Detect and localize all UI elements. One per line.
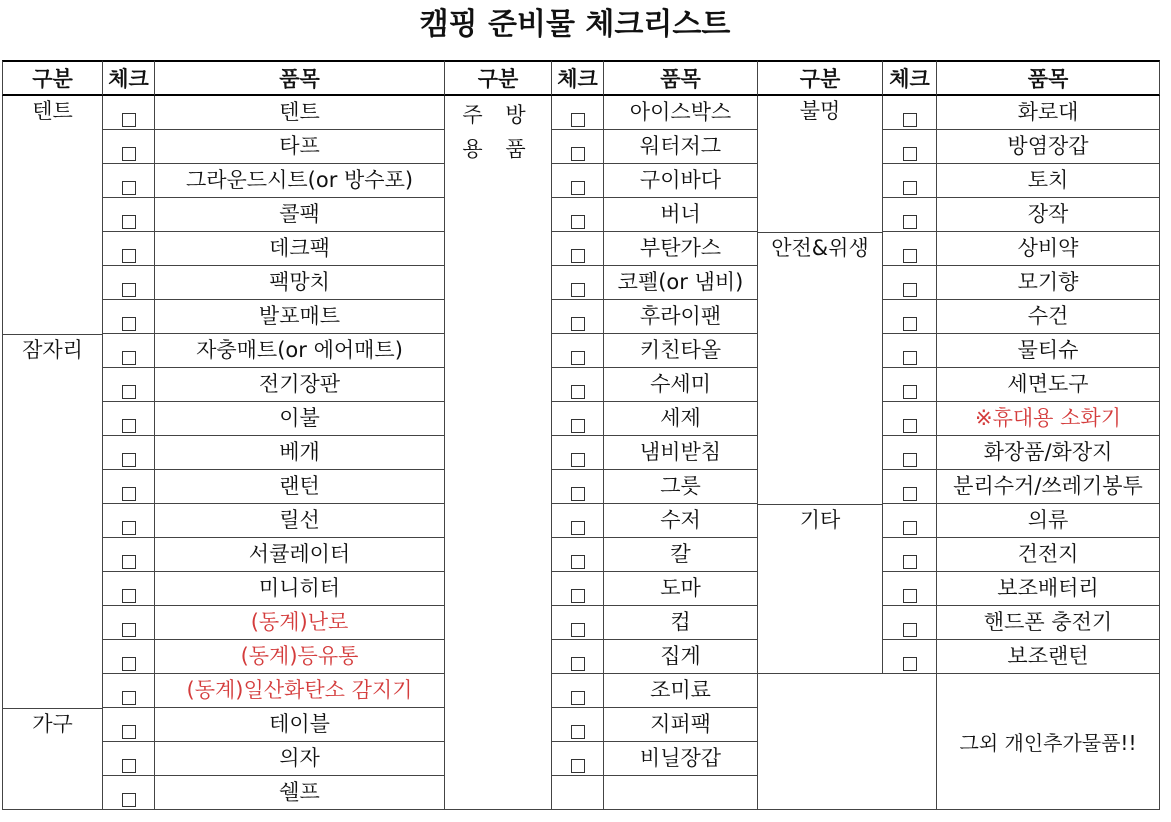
checkbox-cell[interactable] <box>883 402 937 436</box>
item-label: 수저 <box>604 504 758 538</box>
item-label: 조미료 <box>604 674 758 708</box>
checkbox-cell[interactable] <box>552 504 604 538</box>
checkbox[interactable] <box>122 317 136 331</box>
item-label: 보조배터리 <box>937 572 1160 606</box>
checkbox[interactable] <box>122 113 136 127</box>
checkbox[interactable] <box>903 657 917 671</box>
checkbox[interactable] <box>903 351 917 365</box>
header-check: 체크 <box>103 60 155 96</box>
checkbox[interactable] <box>122 351 136 365</box>
checkbox-cell[interactable] <box>883 130 937 164</box>
checkbox-cell[interactable] <box>103 470 155 504</box>
checkbox-cell[interactable] <box>103 232 155 266</box>
checkbox[interactable] <box>571 317 585 331</box>
header-category: 구분 <box>445 60 552 96</box>
checkbox-cell[interactable] <box>103 96 155 130</box>
checkbox[interactable] <box>122 589 136 603</box>
category-label: 기타 <box>758 504 883 674</box>
extra-note: 그외 개인추가물품!! <box>937 674 1160 810</box>
item-label: 타프 <box>155 130 445 164</box>
checkbox[interactable] <box>571 521 585 535</box>
header-category: 구분 <box>758 60 883 96</box>
checkbox-cell[interactable] <box>103 436 155 470</box>
empty-cell <box>552 776 604 810</box>
item-label: 화장품/화장지 <box>937 436 1160 470</box>
item-label: 아이스박스 <box>604 96 758 130</box>
checkbox[interactable] <box>571 623 585 637</box>
item-label: 컵 <box>604 606 758 640</box>
checkbox[interactable] <box>122 521 136 535</box>
checkbox-cell[interactable] <box>103 266 155 300</box>
empty-cell <box>758 674 937 810</box>
header-item: 품목 <box>604 60 758 96</box>
item-label: 화로대 <box>937 96 1160 130</box>
checkbox-cell[interactable] <box>103 334 155 368</box>
item-label: 방염장갑 <box>937 130 1160 164</box>
checkbox[interactable] <box>571 249 585 263</box>
item-label: 텐트 <box>155 96 445 130</box>
checkbox-cell[interactable] <box>552 198 604 232</box>
item-label: 냄비받침 <box>604 436 758 470</box>
item-label: 보조랜턴 <box>937 640 1160 674</box>
checkbox-cell[interactable] <box>103 708 155 742</box>
checkbox[interactable] <box>571 589 585 603</box>
checkbox-cell[interactable] <box>883 300 937 334</box>
item-label: 의자 <box>155 742 445 776</box>
checkbox[interactable] <box>571 181 585 195</box>
checkbox-cell[interactable] <box>883 96 937 130</box>
category-label-line: 용 품 <box>462 137 534 161</box>
checkbox-cell[interactable] <box>552 96 604 130</box>
item-label: 칼 <box>604 538 758 572</box>
checklist-column-1 <box>2 60 445 806</box>
checklist-column-2 <box>445 60 758 806</box>
header-category: 구분 <box>2 60 103 96</box>
checkbox-cell[interactable] <box>883 606 937 640</box>
checkbox-cell[interactable] <box>103 742 155 776</box>
checkbox[interactable] <box>903 147 917 161</box>
checkbox-cell[interactable] <box>103 572 155 606</box>
checkbox[interactable] <box>122 385 136 399</box>
item-label: 이불 <box>155 402 445 436</box>
checkbox-cell[interactable] <box>552 232 604 266</box>
item-label: 데크팩 <box>155 232 445 266</box>
checkbox-cell[interactable] <box>552 742 604 776</box>
item-label: 물티슈 <box>937 334 1160 368</box>
item-label: ※휴대용 소화기 <box>937 402 1160 436</box>
checkbox[interactable] <box>571 691 585 705</box>
category-label-line: 주 방 <box>462 103 534 127</box>
checkbox-cell[interactable] <box>883 198 937 232</box>
checkbox-cell[interactable] <box>103 368 155 402</box>
checkbox[interactable] <box>903 113 917 127</box>
checkbox-cell[interactable] <box>883 266 937 300</box>
checkbox[interactable] <box>122 793 136 807</box>
checkbox[interactable] <box>122 691 136 705</box>
checkbox-cell[interactable] <box>552 368 604 402</box>
checkbox-cell[interactable] <box>552 300 604 334</box>
checkbox-cell[interactable] <box>552 130 604 164</box>
checkbox[interactable] <box>122 181 136 195</box>
checkbox[interactable] <box>903 623 917 637</box>
checkbox-cell[interactable] <box>552 674 604 708</box>
checkbox-cell[interactable] <box>103 164 155 198</box>
checkbox[interactable] <box>122 453 136 467</box>
item-label: 상비약 <box>937 232 1160 266</box>
checkbox[interactable] <box>571 419 585 433</box>
checkbox-cell[interactable] <box>883 232 937 266</box>
checkbox[interactable] <box>122 623 136 637</box>
item-label: 세면도구 <box>937 368 1160 402</box>
item-label: 그릇 <box>604 470 758 504</box>
checkbox-cell[interactable] <box>103 402 155 436</box>
checkbox[interactable] <box>122 657 136 671</box>
checkbox[interactable] <box>122 249 136 263</box>
item-label: 테이블 <box>155 708 445 742</box>
checkbox[interactable] <box>903 453 917 467</box>
item-label: 세제 <box>604 402 758 436</box>
checkbox[interactable] <box>903 215 917 229</box>
item-label: 장작 <box>937 198 1160 232</box>
checkbox-cell[interactable] <box>103 538 155 572</box>
checkbox-cell[interactable] <box>883 538 937 572</box>
checkbox-cell[interactable] <box>883 368 937 402</box>
checkbox[interactable] <box>571 147 585 161</box>
checkbox-cell[interactable] <box>552 606 604 640</box>
checkbox-cell[interactable] <box>883 640 937 674</box>
checkbox[interactable] <box>122 147 136 161</box>
item-label: 비닐장갑 <box>604 742 758 776</box>
category-label <box>445 96 552 810</box>
item-label: 릴선 <box>155 504 445 538</box>
item-label: 워터저그 <box>604 130 758 164</box>
checkbox-cell[interactable] <box>883 334 937 368</box>
checkbox[interactable] <box>903 419 917 433</box>
empty-cell <box>604 776 758 810</box>
checkbox-cell[interactable] <box>103 130 155 164</box>
item-label: 핸드폰 충전기 <box>937 606 1160 640</box>
item-label: 구이바다 <box>604 164 758 198</box>
item-label: 모기향 <box>937 266 1160 300</box>
checkbox-cell[interactable] <box>103 198 155 232</box>
checkbox-cell[interactable] <box>103 300 155 334</box>
item-label: 집게 <box>604 640 758 674</box>
checkbox-cell[interactable] <box>552 640 604 674</box>
checklist-column-3 <box>758 60 1160 806</box>
item-label: 후라이팬 <box>604 300 758 334</box>
checkbox-cell[interactable] <box>103 776 155 810</box>
item-label: 토치 <box>937 164 1160 198</box>
checkbox-cell[interactable] <box>103 674 155 708</box>
item-label: 서큘레이터 <box>155 538 445 572</box>
checkbox[interactable] <box>571 487 585 501</box>
checkbox[interactable] <box>122 419 136 433</box>
category-label: 불멍 <box>758 96 883 232</box>
item-label: 자충매트(or 에어매트) <box>155 334 445 368</box>
item-label: 수건 <box>937 300 1160 334</box>
checkbox[interactable] <box>903 283 917 297</box>
item-label: 전기장판 <box>155 368 445 402</box>
checkbox[interactable] <box>122 215 136 229</box>
checkbox-cell[interactable] <box>552 164 604 198</box>
checkbox-cell[interactable] <box>883 572 937 606</box>
item-label: 팩망치 <box>155 266 445 300</box>
checkbox[interactable] <box>122 555 136 569</box>
checkbox[interactable] <box>903 317 917 331</box>
checkbox[interactable] <box>571 283 585 297</box>
item-label: 의류 <box>937 504 1160 538</box>
item-label: 키친타올 <box>604 334 758 368</box>
checkbox[interactable] <box>571 555 585 569</box>
item-label: (동계)난로 <box>155 606 445 640</box>
checkbox[interactable] <box>571 113 585 127</box>
item-label: 랜턴 <box>155 470 445 504</box>
checkbox-cell[interactable] <box>552 572 604 606</box>
checkbox[interactable] <box>571 657 585 671</box>
checkbox-cell[interactable] <box>103 504 155 538</box>
checkbox-cell[interactable] <box>883 164 937 198</box>
checkbox[interactable] <box>903 555 917 569</box>
checkbox[interactable] <box>122 725 136 739</box>
item-label: 콜팩 <box>155 198 445 232</box>
category-label: 가구 <box>2 708 103 810</box>
header-item: 품목 <box>155 60 445 96</box>
checkbox-cell[interactable] <box>552 538 604 572</box>
item-label: 분리수거/쓰레기봉투 <box>937 470 1160 504</box>
item-label: 수세미 <box>604 368 758 402</box>
category-label: 안전&위생 <box>758 232 883 504</box>
checkbox[interactable] <box>571 725 585 739</box>
checkbox[interactable] <box>903 249 917 263</box>
item-label: (동계)일산화탄소 감지기 <box>155 674 445 708</box>
checkbox-cell[interactable] <box>103 606 155 640</box>
category-label: 잠자리 <box>2 334 103 708</box>
header-check: 체크 <box>552 60 604 96</box>
checkbox-cell[interactable] <box>883 504 937 538</box>
checkbox-cell[interactable] <box>552 266 604 300</box>
item-label: 부탄가스 <box>604 232 758 266</box>
category-label: 텐트 <box>2 96 103 334</box>
checkbox-cell[interactable] <box>883 470 937 504</box>
checkbox[interactable] <box>122 283 136 297</box>
page-title: 캠핑 준비물 체크리스트 <box>419 7 731 42</box>
checkbox[interactable] <box>571 385 585 399</box>
item-label: 그라운드시트(or 방수포) <box>155 164 445 198</box>
header-item: 품목 <box>937 60 1160 96</box>
checkbox-cell[interactable] <box>552 334 604 368</box>
item-label: 발포매트 <box>155 300 445 334</box>
checkbox[interactable] <box>571 351 585 365</box>
item-label: 코펠(or 냄비) <box>604 266 758 300</box>
checkbox[interactable] <box>903 487 917 501</box>
item-label: 도마 <box>604 572 758 606</box>
checkbox[interactable] <box>571 759 585 773</box>
item-label: 버너 <box>604 198 758 232</box>
checkbox-cell[interactable] <box>883 436 937 470</box>
checkbox-cell[interactable] <box>103 640 155 674</box>
checkbox[interactable] <box>122 759 136 773</box>
checkbox-cell[interactable] <box>552 708 604 742</box>
item-label: (동계)등유통 <box>155 640 445 674</box>
item-label: 미니히터 <box>155 572 445 606</box>
item-label: 건전지 <box>937 538 1160 572</box>
header-check: 체크 <box>883 60 937 96</box>
checkbox[interactable] <box>571 215 585 229</box>
item-label: 쉘프 <box>155 776 445 810</box>
checkbox[interactable] <box>903 385 917 399</box>
checkbox-cell[interactable] <box>552 470 604 504</box>
item-label: 지퍼팩 <box>604 708 758 742</box>
item-label: 베개 <box>155 436 445 470</box>
checkbox[interactable] <box>903 181 917 195</box>
checkbox[interactable] <box>122 487 136 501</box>
checkbox[interactable] <box>903 521 917 535</box>
checkbox-cell[interactable] <box>552 436 604 470</box>
checkbox[interactable] <box>903 589 917 603</box>
checkbox[interactable] <box>571 453 585 467</box>
checkbox-cell[interactable] <box>552 402 604 436</box>
